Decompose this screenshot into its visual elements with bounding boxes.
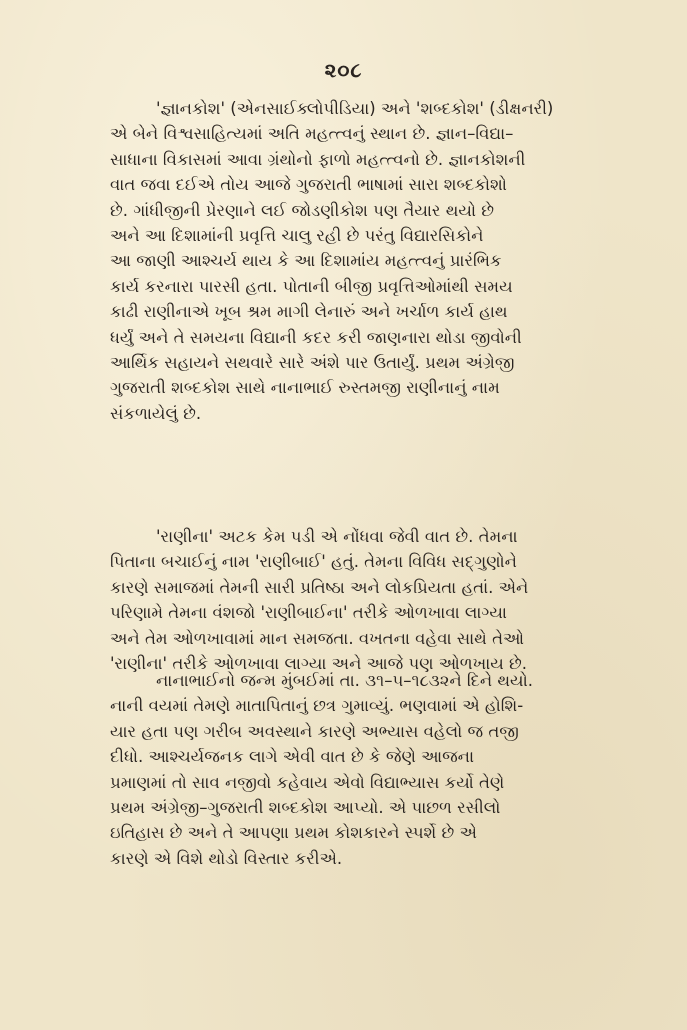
text-line: ગુજરાતી શબ્દકોશ સાથે નાનાભાઈ રુસ્તમજી રાણીનાનું નામ (110, 378, 500, 398)
text-line: 'રાણીના' અટક કેમ પડી એ નોંધવા જેવી વાત છે. તેમના (156, 527, 518, 546)
text-line: પિતાના બચાઈનું નામ 'રાણીબાઈ' હતું. તેમના વિવિધ સદ્ગુણોને (110, 552, 517, 572)
text-line: એ બેને વિશ્વસાહિત્યમાં અતિ મહત્ત્વનું સ્થાન છે. જ્ઞાન–વિદ્યા– (110, 124, 514, 144)
paragraph-2 (110, 524, 640, 676)
text-line: 'જ્ઞાનકોશ' (એનસાઈક્લોપીડિયા) અને 'શબ્દકોશ' (ડીક્ષનરી) (156, 99, 554, 118)
text-line: પ્રમાણમાં તો સાવ નજીવો કહેવાય એવો વિદ્યાભ્યાસ કર્યો તેણે (110, 772, 505, 792)
text-line: કાઢી રાણીનાએ ખૂબ શ્રમ માગી લેનારું અને ખર્ચાળ કાર્ય હાથ (110, 302, 508, 322)
text-line: નાની વયમાં તેમણે માતાપિતાનું છત્ર ગુમાવ્યું. ભણવામાં એ હોશિ- (110, 696, 524, 716)
paragraph-1 (110, 96, 640, 426)
text-line: કારણે એ વિશે થોડો વિસ્તાર કરીએ. (110, 848, 343, 868)
text-line: નાનાભાઈનો જન્મ મુંબઈમાં તા. ૩૧–૫–૧૮૩૨ને દિને થયો. (156, 671, 533, 690)
text-line: દીધો. આશ્ચર્યજનક લાગે એવી વાત છે કે જેણે આજના (110, 747, 475, 767)
text-line: પ્રથમ અંગ્રેજી–ગુજરાતી શબ્દકોશ આપ્યો. એ પાછળ રસીલો (110, 798, 501, 818)
text-line: સાધાના વિકાસમાં આવા ગ્રંથોનો ફાળો મહત્ત્વનો છે. જ્ઞાનકોશની (110, 149, 526, 169)
text-line: ઇતિહાસ છે અને તે આપણા પ્રથમ કોશકારને સ્પર્શે છે એ (110, 823, 477, 843)
text-line: પરિણામે તેમના વંશજો 'રાણીબાઈના' તરીકે ઓળખાવા લાગ્યા (110, 603, 507, 623)
text-line: વાત જવા દઈએ તોય આજે ગુજરાતી ભાષામાં સારા શબ્દકોશો (110, 175, 507, 195)
text-line: આ જાણી આશ્ચર્ય થાય કે આ દિશામાંય મહત્ત્વનું પ્રારંભિક (110, 251, 502, 271)
text-line: છે. ગાંધીજીની પ્રેરણાને લઈ જોડણીકોશ પણ તૈયાર થયો છે (110, 200, 494, 220)
text-line: 'રાણીના' તરીકે ઓળખાવા લાગ્યા અને આજે પણ ઓળખાય છે. (110, 654, 528, 674)
paragraph-3 (110, 668, 640, 871)
text-line: યાર હતા પણ ગરીબ અવસ્થાને કારણે અભ્યાસ વહેલો જ તજી (110, 721, 519, 741)
text-line: આર્થિક સહાયને સથવારે સારે અંશે પાર ઉતાર્યું. પ્રથમ અંગ્રેજી (110, 353, 515, 373)
text-line: કારણે સમાજમાં તેમની સારી પ્રતિષ્ઠા અને લોકપ્રિયતા હતાં. એને (110, 577, 529, 597)
text-line: સંકળાયેલું છે. (110, 403, 202, 423)
page-number: ૨૦૮ (324, 58, 363, 82)
text-line: અને તેમ ઓળખાવામાં માન સમજતા. વખતના વહેવા સાથે તેઓ (110, 628, 524, 648)
text-line: કાર્ય કરનારા પારસી હતા. પોતાની બીજી પ્રવૃત્તિઓમાંથી સમય (110, 276, 513, 296)
text-line: ધર્યું અને તે સમયના વિદ્યાની કદર કરી જાણનારા થોડા જીવોની (110, 327, 522, 347)
text-line: અને આ દિશામાંની પ્રવૃત્તિ ચાલુ રહી છે પરંતુ વિદ્યારસિકોને (110, 226, 484, 246)
